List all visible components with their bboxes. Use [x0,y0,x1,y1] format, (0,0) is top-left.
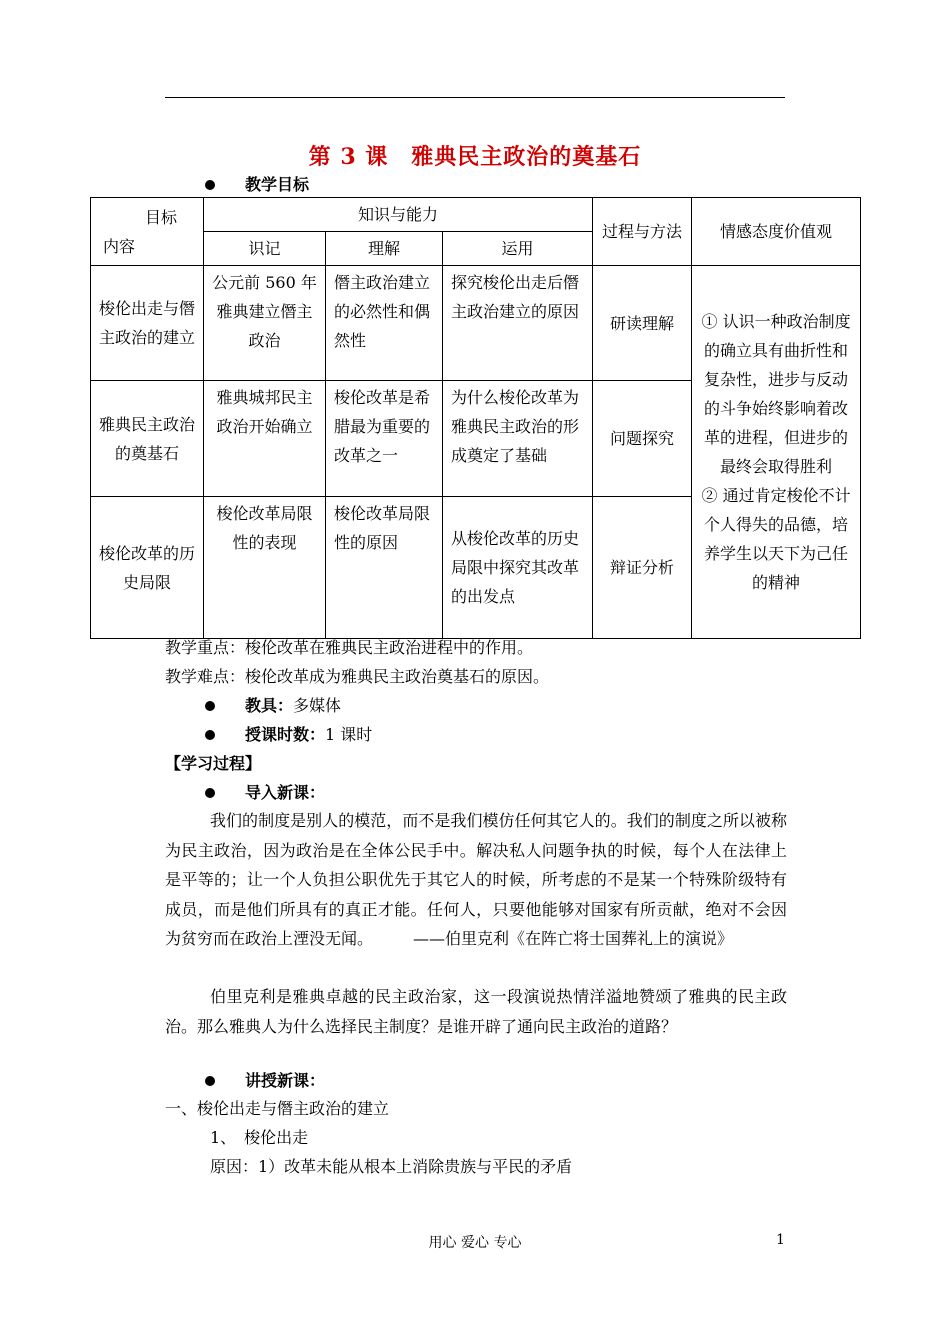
understand-cell: 僭主政治建立的必然性和偶然性 [326,266,443,381]
corner-top: 目标 [145,207,178,227]
understand-cell: 梭伦改革局限性的原因 [326,497,443,639]
intro-heading-line [205,778,325,807]
bullet-icon [205,1076,215,1086]
lesson-title: 第 3 课 雅典民主政治的奠基石 [308,144,642,170]
recognize-cell: 雅典城邦民主政治开始确立 [204,381,326,497]
key-point: 教学重点：梭伦改革在雅典民主政治进程中的作用。 [165,638,534,657]
tools-line [205,691,341,720]
corner-header-cell [91,198,204,266]
content-cell: 雅典民主政治的奠基石 [91,381,204,497]
table-row [91,266,861,381]
apply-cell: 探究梭伦出走后僭主政治建立的原因 [443,266,593,381]
subsection-heading: 1、 梭伦出走 [210,1128,309,1147]
difficult-point: 教学难点：梭伦改革成为雅典民主政治奠基石的原因。 [165,667,550,686]
content-cell: 梭伦出走与僭主政治的建立 [91,266,204,381]
tools-label: 教具： [245,696,294,715]
method-cell: 问题探究 [593,381,692,497]
quote-paragraph: 我们的制度是别人的模范，而不是我们模仿任何其它人的。我们的制度之所以被称为民主政治，因为政治是在全体公民手中。解决私人问题争执的时候，每个人在法律上是平等的；让一个人负担公职优先于其它人的时候，所考虑的不是某一个特殊阶级特有成员，而是他们所具有的真正才能。任何人，只要他能够对国家有所贡献，绝对不会因为贫穷而在政治上湮没无闻。 ——伯里克利《在阵亡将士国葬礼上的演说》 [165,811,787,948]
recognize-cell: 公元前 560 年雅典建立僭主政治 [204,266,326,381]
understand-header: 理解 [326,232,443,266]
objectives-table [90,197,861,639]
method-cell: 辩证分析 [593,497,692,639]
tools-value: 多媒体 [293,696,342,715]
hours-value: 1 课时 [325,725,373,744]
objectives-heading-line [205,172,309,195]
bullet-icon [205,180,215,190]
values-cell: ① 认识一种政治制度的确立具有曲折性和复杂性，进步与反动的斗争始终影响着改革的进程，但进步的最终会取得胜利 ② 通过肯定梭伦不计个人得失的品德，培养学生以天下为己任的精神 [692,266,861,639]
recognize-cell: 梭伦改革局限性的表现 [204,497,326,639]
content-cell: 梭伦改革的历史局限 [91,497,204,639]
apply-header: 运用 [443,232,593,266]
new-lesson-heading: 讲授新课： [245,1071,326,1090]
hours-line [205,720,372,749]
recognize-header: 识记 [204,232,326,266]
section-heading: 一、梭伦出走与僭主政治的建立 [165,1099,390,1118]
intro-paragraph: 伯里克利是雅典卓越的民主政治家，这一段演说热情洋溢地赞颂了雅典的民主政治。那么雅典人为什么选择民主制度？是谁开辟了通向民主政治的道路？ [165,987,787,1036]
objectives-heading: 教学目标 [245,175,310,194]
apply-cell: 从梭伦改革的历史局限中探究其改革的出发点 [443,497,593,639]
process-heading: 【学习过程】 [165,754,262,773]
hours-label: 授课时数： [245,725,326,744]
understand-cell: 梭伦改革是希腊最为重要的改革之一 [326,381,443,497]
process-method-header: 过程与方法 [593,198,692,266]
page-number: 1 [776,1232,785,1248]
intro-heading: 导入新课： [245,783,326,802]
knowledge-group-header: 知识与能力 [204,198,593,232]
reason-line: 原因：1）改革未能从根本上消除贵族与平民的矛盾 [210,1157,573,1176]
bullet-icon [205,730,215,740]
apply-cell: 为什么梭伦改革为雅典民主政治的形成奠定了基础 [443,381,593,497]
bullet-icon [205,701,215,711]
method-cell: 研读理解 [593,266,692,381]
bullet-icon [205,788,215,798]
corner-bottom: 内容 [103,236,136,256]
attitude-header: 情感态度价值观 [692,198,861,266]
page-footer: 用心 爱心 专心 [428,1235,522,1251]
header-rule [165,97,785,98]
new-lesson-heading-line [205,1066,325,1095]
